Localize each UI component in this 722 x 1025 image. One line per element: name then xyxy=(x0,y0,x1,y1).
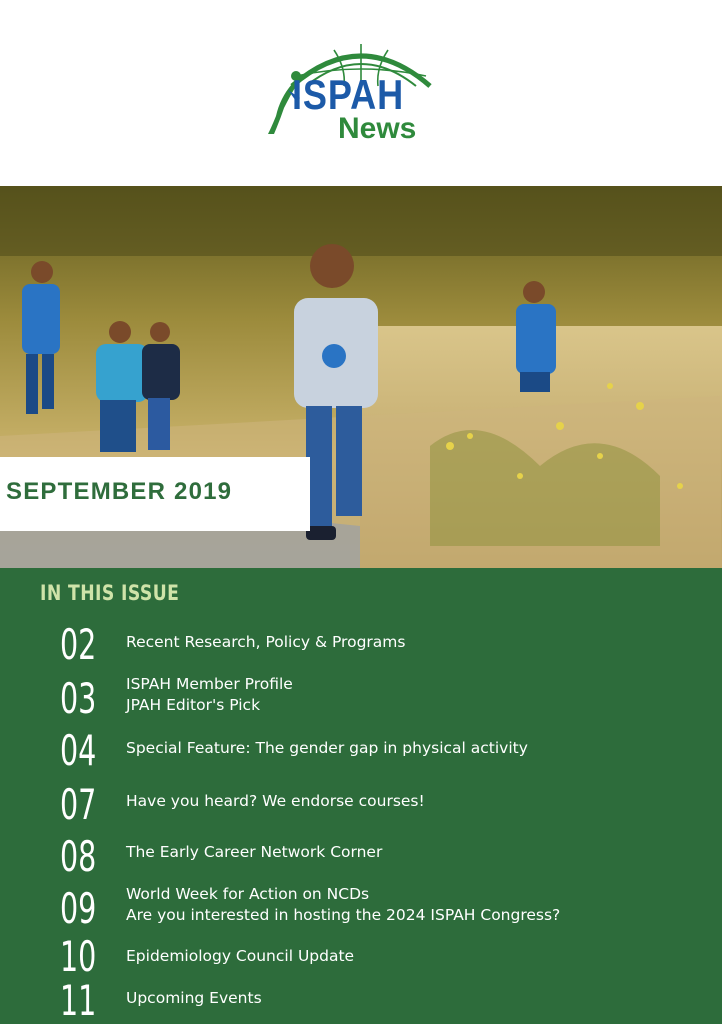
toc-page-number: 02 xyxy=(60,620,97,669)
toc-item-title: ISPAH Member Profile xyxy=(126,675,293,693)
toc-item-title: JPAH Editor's Pick xyxy=(126,696,261,714)
toc-item-title: Recent Research, Policy & Programs xyxy=(126,633,406,651)
header xyxy=(0,0,722,186)
toc-item-title: The Early Career Network Corner xyxy=(126,843,383,861)
toc-item-title: Special Feature: The gender gap in physical activity xyxy=(126,739,528,757)
toc-page-number: 11 xyxy=(60,976,97,1025)
toc-page-number: 04 xyxy=(60,726,97,775)
toc-page-number: 03 xyxy=(60,674,97,723)
toc-item-title: Are you interested in hosting the 2024 ISPAH Congress? xyxy=(126,906,561,924)
toc-page-number: 10 xyxy=(60,932,97,981)
toc-item-title: World Week for Action on NCDs xyxy=(126,885,370,903)
logo-brand-text: ISPAH xyxy=(292,71,405,118)
ispah-news-logo xyxy=(266,40,436,150)
toc-item-title: Epidemiology Council Update xyxy=(126,947,355,965)
toc-page-number: 07 xyxy=(60,780,97,829)
contents-title: IN THIS ISSUE xyxy=(40,581,180,605)
toc-page-number: 08 xyxy=(60,832,97,881)
logo-news-text: News xyxy=(338,112,417,145)
toc-item-title: Upcoming Events xyxy=(126,989,262,1007)
toc-item-title: Have you heard? We endorse courses! xyxy=(126,792,425,810)
toc-page-number: 09 xyxy=(60,884,97,933)
issue-date: SEPTEMBER 2019 xyxy=(6,478,233,505)
